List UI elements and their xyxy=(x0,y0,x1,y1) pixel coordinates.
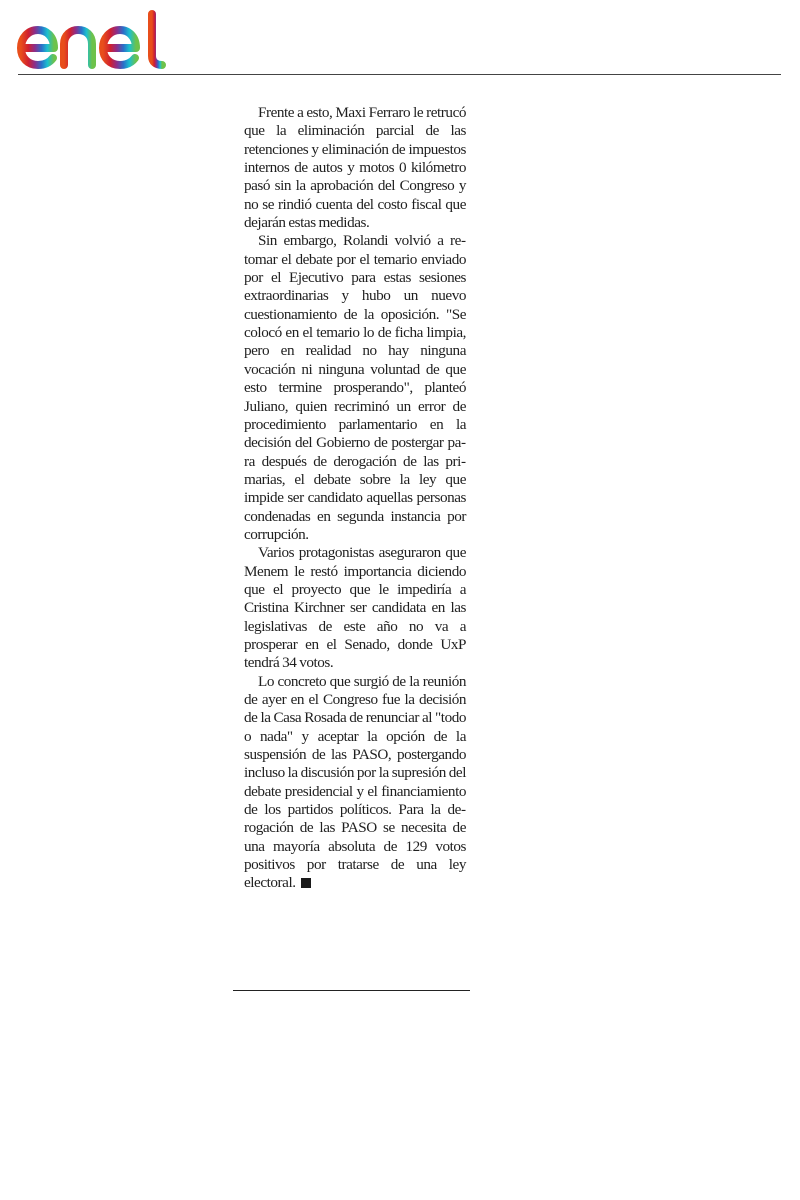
article-paragraph-2: Sin embargo, Rolandi volvió a retomar el debate por el temario enviado por el Ejecutivo para estas sesiones extraordinarias y hubo un nuevo cuestionamiento de la oposición. "Se colocó en el temario lo de ficha limpia, pero en realidad no hay ninguna vocación ni ninguna voluntad de que esto termine prosperando", planteó Juliano, quien recriminó un error de procedimiento parlamentario en la decisión del Gobierno de postergar para después de derogación de las primarias, el debate sobre la ley que impide ser candidato aquellas personas condenadas en segunda instancia por corrupción. xyxy=(244,232,466,543)
header-divider xyxy=(18,74,781,75)
article-paragraph-1: Frente a esto, Maxi Ferraro le retrucó que la eliminación parcial de las retenciones y eliminación de impuestos internos de autos y motos 0 kilómetro pasó sin la aprobación del Congreso y no se rindió cuenta del costo fiscal que dejarán estas medidas. xyxy=(244,104,466,232)
end-of-article-mark xyxy=(301,878,311,888)
page-header xyxy=(0,0,800,76)
article-paragraph-3: Varios protagonistas aseguraron que Menem le restó importancia diciendo que el proyecto que le impediría a Cristina Kirchner ser candidata en las legislativas de este año no va a prosperar en el Senado, donde UxP tendrá 34 votos. xyxy=(244,544,466,672)
footer-divider xyxy=(233,990,470,991)
article-column xyxy=(244,104,466,893)
article-paragraph-4 xyxy=(244,673,466,893)
article-paragraph-4-text: Lo concreto que surgió de la reunión de ayer en el Congreso fue la decisión de la Casa Rosada de renunciar al "todo o nada" y aceptar la opción de la suspensión de las PASO, postergando incluso la discusión por la supresión del debate presidencial y el financiamiento de los partidos políticos. Para la derogación de las PASO se necesita de una mayoría absoluta de 129 votos positivos por tratarse de una ley electoral. xyxy=(244,672,466,892)
enel-logo xyxy=(16,8,172,70)
